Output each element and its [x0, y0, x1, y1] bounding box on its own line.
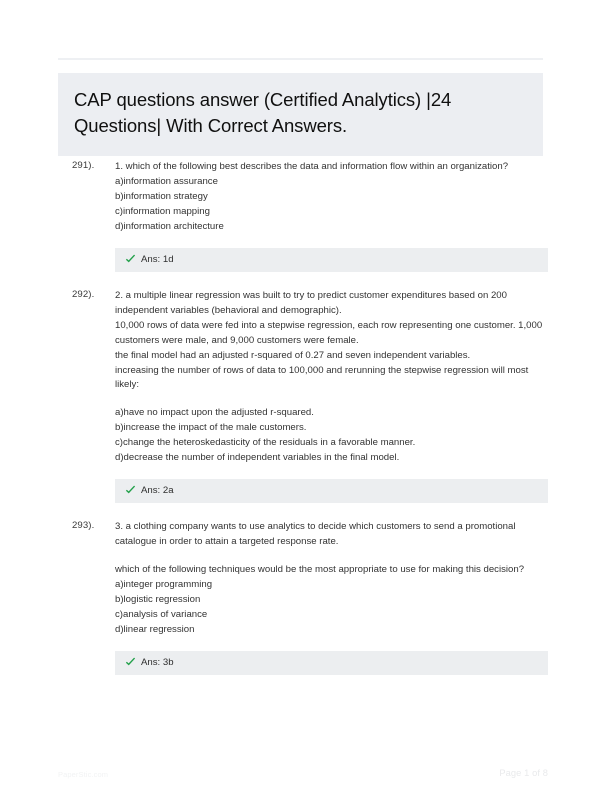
page-footer — [0, 754, 606, 800]
header-divider — [58, 58, 543, 60]
question-block — [0, 520, 606, 675]
option-c: c)analysis of variance — [115, 609, 208, 621]
question-paragraph: 1. which of the following best describes the data and information flow within an organization? — [115, 161, 509, 172]
question-paragraph: which of the following techniques would be the most appropriate to use for making this decision? — [115, 564, 525, 576]
question-body — [115, 289, 548, 466]
answer-bar — [115, 651, 548, 675]
question-number: 292). — [72, 288, 95, 300]
question-number: 293). — [72, 520, 95, 532]
check-icon — [125, 657, 136, 668]
check-icon — [125, 254, 136, 265]
option-b: b)logistic regression — [115, 594, 201, 606]
option-c: c)information mapping — [115, 205, 210, 217]
answer-text: Ans: 3b — [141, 656, 174, 668]
question-paragraph: 2. a multiple linear regression was built to try to predict customer expenditures based on 200 independent variables (behavioral and demographic). — [115, 289, 507, 316]
option-d: d)decrease the number of independent variables in the final model. — [115, 452, 400, 464]
option-a: a)have no impact upon the adjusted r-squared. — [115, 407, 314, 419]
option-c: c)change the heteroskedasticity of the residuals in a favorable manner. — [115, 437, 416, 449]
option-a: a)information assurance — [115, 175, 218, 187]
questions-list — [0, 160, 606, 692]
answer-bar — [115, 479, 548, 503]
question-paragraph: 3. a clothing company wants to use analytics to decide which customers to send a promotional catalogue in order to attain a targeted response rate. — [115, 521, 516, 548]
option-d: d)information architecture — [115, 220, 224, 232]
footer-watermark: PaperStic.com — [58, 770, 109, 779]
question-paragraph: 10,000 rows of data were fed into a stepwise regression, each row representing one customer. 1,000 customers were male, and 9,000 customers were female. — [115, 319, 543, 346]
question-block — [0, 160, 606, 272]
question-body — [115, 160, 548, 235]
option-b: b)information strategy — [115, 190, 208, 202]
question-number: 291). — [72, 160, 95, 171]
question-paragraph: increasing the number of rows of data to 100,000 and rerunning the stepwise regression will most likely: — [115, 364, 529, 391]
page-title: CAP questions answer (Certified Analytics) |24 Questions| With Correct Answers. — [74, 89, 452, 137]
question-paragraph: the final model had an adjusted r-squared of 0.27 and seven independent variables. — [115, 349, 471, 361]
option-a: a)integer programming — [115, 579, 213, 591]
footer-page-number: Page 1 of 8 — [499, 768, 548, 778]
answer-text: Ans: 2a — [141, 485, 174, 497]
answer-bar — [115, 248, 548, 272]
option-b: b)increase the impact of the male customers. — [115, 422, 307, 434]
question-block — [0, 289, 606, 503]
answer-text: Ans: 1d — [141, 253, 174, 265]
check-icon — [125, 485, 136, 496]
option-d: d)linear regression — [115, 623, 195, 635]
question-body — [115, 520, 548, 638]
document-title-banner — [58, 73, 543, 156]
